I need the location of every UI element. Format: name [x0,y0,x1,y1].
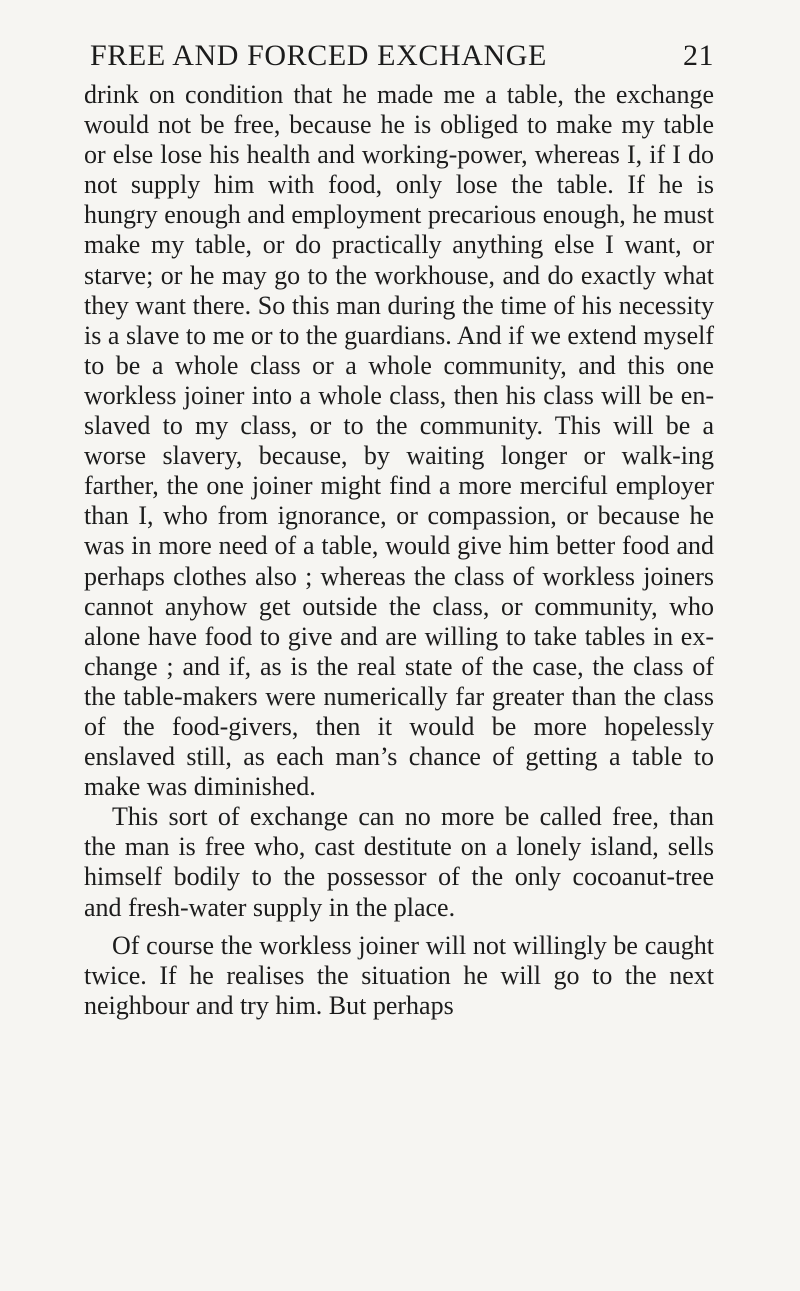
running-title: FREE AND FORCED EXCHANGE [90,39,547,72]
page-number: 21 [683,39,714,72]
paragraph: drink on condition that he made me a table, the exchange would not be free, because he is obliged to make my table or else lose his health and working-power, whereas I, if I do not supply him with food, only lose the table. If he is hungry enough and employment precarious enough, he must make my table, or do practically anything else I want, or starve; or he may go to the workhouse, and do exactly what they want there. So this man during the time of his necessity is a slave to me or to the guardians. And if we extend myself to be a whole class or a whole community, and this one workless joiner into a whole class, then his class will be en-slaved to my class, or to the community. This will be a worse slavery, because, by waiting longer or walk-ing farther, the one joiner might find a more merciful employer than I, who from ignorance, or compassion, or because he was in more need of a table, would give him better food and perhaps clothes also ; whereas the class of workless joiners cannot anyhow get outside the class, or community, who alone have food to give and are willing to take tables in ex-change ; and if, as is the real state of the case, the class of the table-makers were numerically far greater than the class of the food-givers, then it would be more hopelessly enslaved still, as each man’s chance of getting a table to make was diminished. [84,80,714,802]
running-head [90,38,714,74]
body-text [84,80,714,1021]
book-page [84,38,714,1021]
paragraph: Of course the workless joiner will not willingly be caught twice. If he realises the situation he will go to the next neighbour and try him. But perhaps [84,930,714,1020]
paragraph: This sort of exchange can no more be called free, than the man is free who, cast destitute on a lonely island, sells himself bodily to the possessor of the only cocoanut-tree and fresh-water supply in the place. [84,802,714,922]
